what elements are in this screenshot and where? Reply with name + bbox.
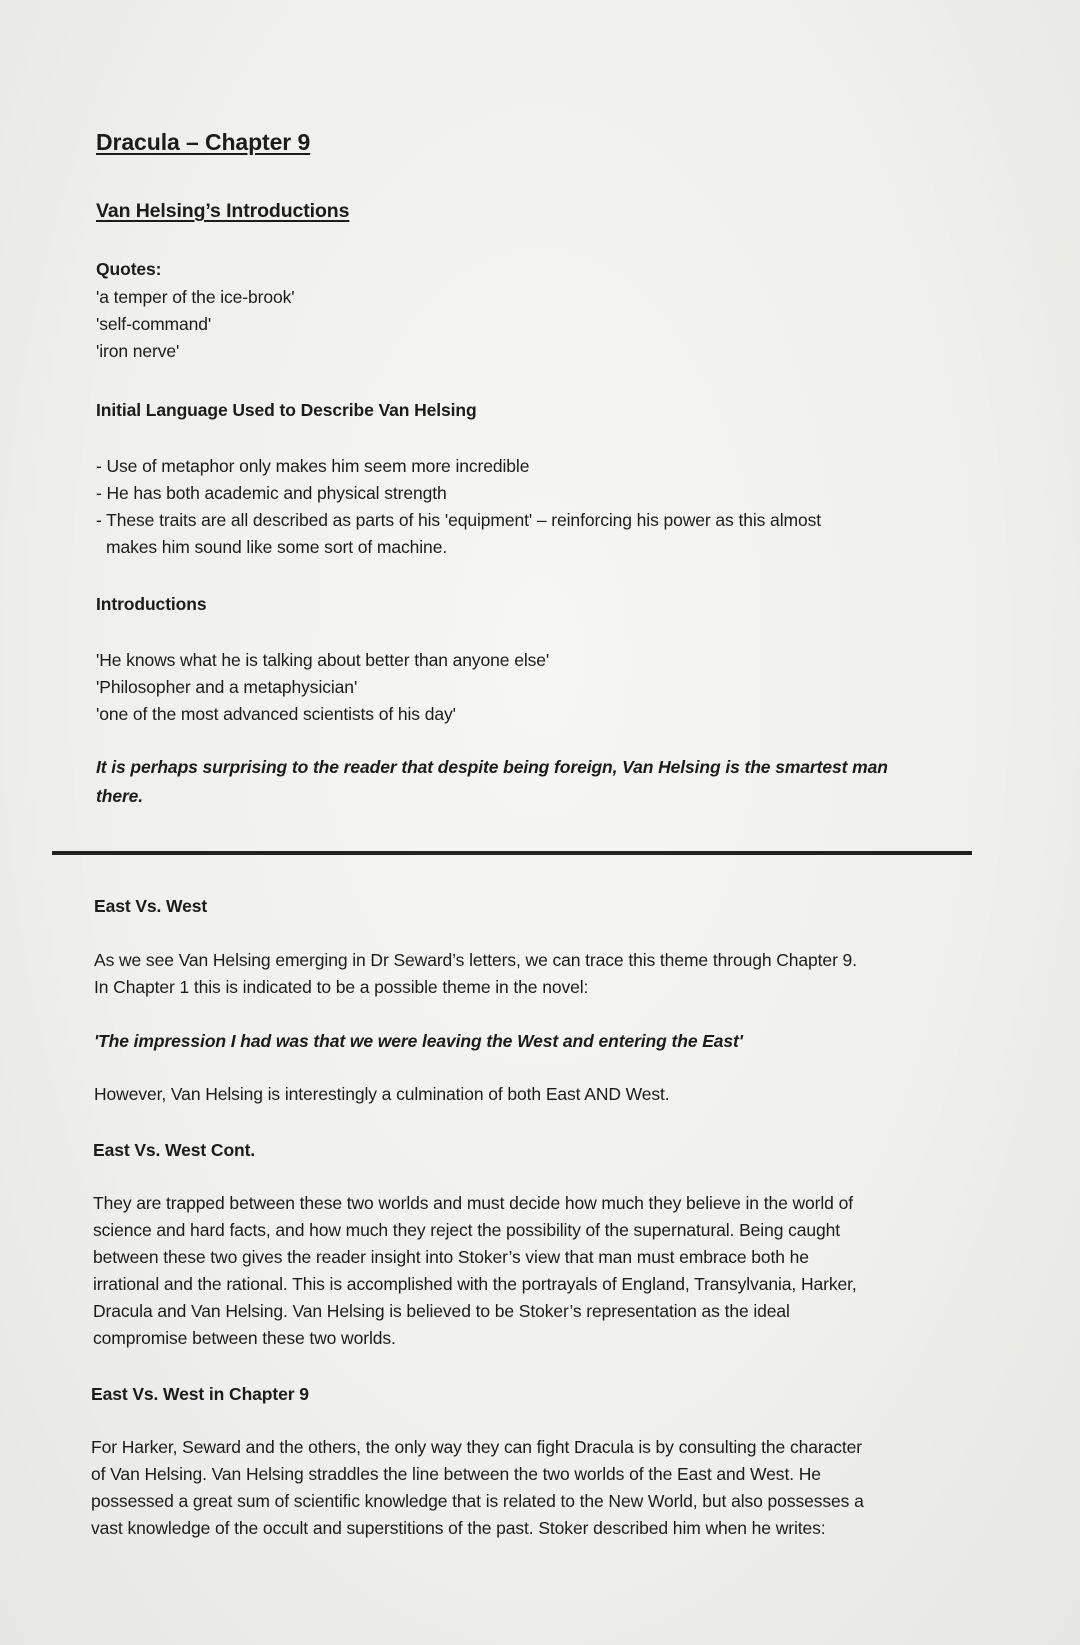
paragraph-line: irrational and the rational. This is accomplished with the portrayals of England, Transylvania, Harker, [93,1274,857,1294]
quote-line: 'self-command' [96,314,212,334]
paragraph-line: For Harker, Seward and the others, the only way they can fight Dracula is by consulting the character [91,1437,862,1457]
east-west-cont-heading: East Vs. West Cont. [93,1140,256,1160]
paragraph-line: possessed a great sum of scientific knowledge that is related to the New World, but also possesses a [91,1491,864,1511]
initial-language-heading: Initial Language Used to Describe Van Helsing [96,400,477,420]
east-west-ch9-heading: East Vs. West in Chapter 9 [91,1384,309,1404]
emphasis-line: It is perhaps surprising to the reader that despite being foreign, Van Helsing is the smartest man [96,757,888,777]
paragraph-line: They are trapped between these two worlds and must decide how much they believe in the world of [93,1193,853,1213]
bullet-item: - Use of metaphor only makes him seem more incredible [96,456,530,476]
intro-quote: 'He knows what he is talking about better than anyone else' [96,650,550,670]
paragraph-line: compromise between these two worlds. [93,1328,396,1348]
quotes-heading: Quotes: [96,259,162,279]
bullet-continuation: makes him sound like some sort of machine. [106,537,448,557]
paragraph-line: science and hard facts, and how much they reject the possibility of the supernatural. Being caught [93,1220,841,1240]
section-divider [52,851,972,855]
page-title: Dracula – Chapter 9 [96,129,311,155]
quote-line: 'iron nerve' [96,341,180,361]
paragraph-line: In Chapter 1 this is indicated to be a possible theme in the novel: [94,977,589,997]
quote-line: 'a temper of the ice-brook' [96,287,295,307]
bullet-item: - These traits are all described as parts of his 'equipment' – reinforcing his power as this almost [96,510,821,530]
bullet-item: - He has both academic and physical strength [96,483,447,503]
emphasis-line: there. [96,786,144,806]
east-west-heading: East Vs. West [94,896,208,916]
paragraph-line: vast knowledge of the occult and superstitions of the past. Stoker described him when he writes: [91,1518,826,1538]
introductions-heading: Introductions [96,594,207,614]
paragraph-line: between these two gives the reader insight into Stoker’s view that man must embrace both he [93,1247,809,1267]
paragraph-line: of Van Helsing. Van Helsing straddles the line between the two worlds of the East and West. He [91,1464,821,1484]
section-subtitle: Van Helsing’s Introductions [96,200,350,222]
chapter-quote: 'The impression I had was that we were leaving the West and entering the East' [94,1031,743,1051]
paragraph-line: Dracula and Van Helsing. Van Helsing is believed to be Stoker’s representation as the ideal [93,1301,790,1321]
intro-quote: 'one of the most advanced scientists of his day' [96,704,456,724]
paragraph-line: However, Van Helsing is interestingly a culmination of both East AND West. [94,1084,670,1104]
intro-quote: 'Philosopher and a metaphysician' [96,677,358,697]
paragraph-line: As we see Van Helsing emerging in Dr Seward’s letters, we can trace this theme through Chapter 9. [94,950,857,970]
